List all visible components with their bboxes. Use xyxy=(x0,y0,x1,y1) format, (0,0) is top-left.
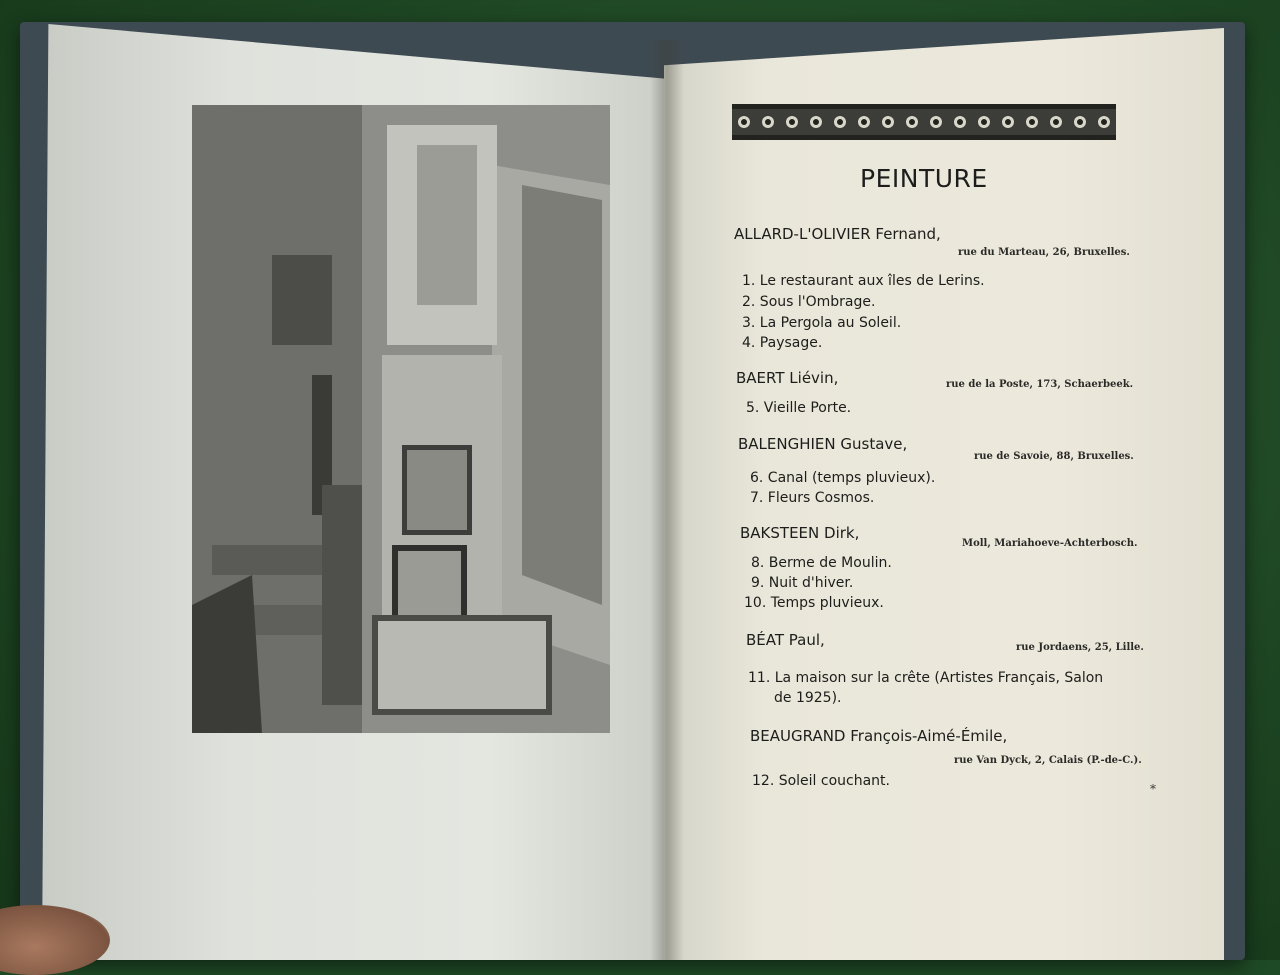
artist-address: rue Van Dyck, 2, Calais (P.-de-C.). xyxy=(954,755,1142,766)
page-title: PEINTURE xyxy=(860,164,988,193)
artwork-item: 9. Nuit d'hiver. xyxy=(751,575,854,591)
artist-address: rue de la Poste, 173, Schaerbeek. xyxy=(946,379,1134,390)
artwork-item: 2. Sous l'Ombrage. xyxy=(742,294,876,310)
book-gutter xyxy=(650,40,684,960)
artwork-item: de 1925). xyxy=(774,690,842,706)
artist-address: rue du Marteau, 26, Bruxelles. xyxy=(958,247,1130,258)
artwork-item: 12. Soleil couchant. xyxy=(752,773,890,789)
artist-address: rue de Savoie, 88, Bruxelles. xyxy=(974,451,1134,462)
artist-name: ALLARD-L'OLIVIER Fernand, xyxy=(734,225,941,243)
artwork-item: 6. Canal (temps pluvieux). xyxy=(750,470,936,486)
artist-name: BALENGHIEN Gustave, xyxy=(738,435,908,453)
artist-name: BAKSTEEN Dirk, xyxy=(740,524,860,542)
artwork-item: 3. La Pergola au Soleil. xyxy=(742,315,902,331)
artwork-item: 7. Fleurs Cosmos. xyxy=(750,490,875,506)
artwork-item: 10. Temps pluvieux. xyxy=(744,595,884,611)
artwork-item: 4. Paysage. xyxy=(742,335,823,351)
artist-name: BEAUGRAND François-Aimé-Émile, xyxy=(750,727,1008,745)
artist-address: rue Jordaens, 25, Lille. xyxy=(1016,642,1144,653)
footer-asterisk: * xyxy=(1150,782,1156,796)
artwork-item: 5. Vieille Porte. xyxy=(746,400,852,416)
artwork-item: 11. La maison sur la crête (Artistes Français, Salon xyxy=(748,670,1104,686)
artist-address: Moll, Mariahoeve-Achterbosch. xyxy=(962,538,1138,549)
artist-name: BÉAT Paul, xyxy=(746,631,825,649)
decorative-border-ornament xyxy=(732,104,1116,140)
artwork-item: 8. Berme de Moulin. xyxy=(751,555,892,571)
exhibition-hall-photo xyxy=(192,105,610,733)
artwork-item: 1. Le restaurant aux îles de Lerins. xyxy=(742,273,985,289)
artist-name: BAERT Liévin, xyxy=(736,369,839,387)
